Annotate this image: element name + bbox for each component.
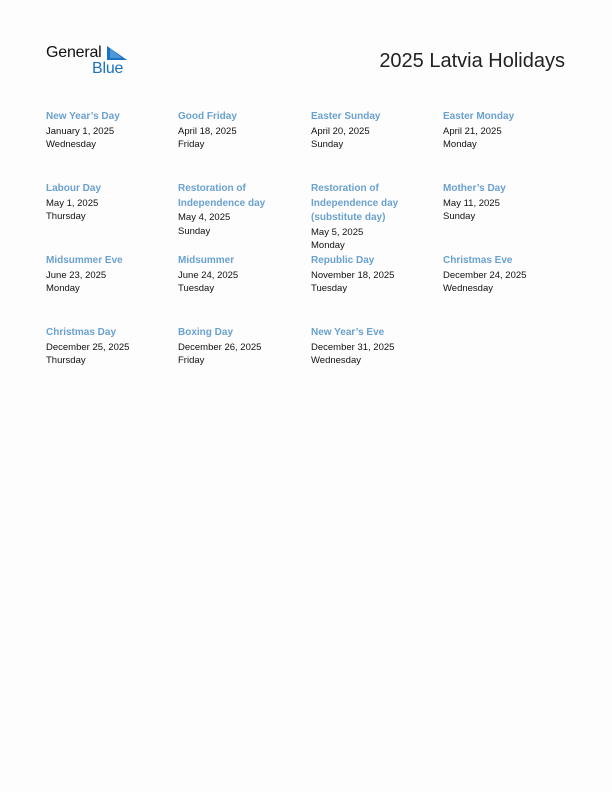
holiday-weekday: Sunday xyxy=(443,211,476,222)
holiday-entry xyxy=(311,326,439,368)
holiday-entry xyxy=(178,326,306,368)
holiday-name: Republic Day xyxy=(311,255,375,266)
holiday-name: Mother’s Day xyxy=(443,183,506,194)
holiday-name: Easter Sunday xyxy=(311,111,381,122)
holiday-weekday: Wednesday xyxy=(311,355,361,366)
triangle-flag-icon xyxy=(107,46,127,60)
holiday-entry xyxy=(443,182,571,224)
holiday-name: New Year’s Eve xyxy=(311,327,385,338)
holiday-row xyxy=(46,254,576,326)
holiday-date: June 24, 2025 xyxy=(178,269,239,281)
holiday-date: December 24, 2025 xyxy=(443,269,527,281)
holiday-name: New Year’s Day xyxy=(46,111,120,122)
holiday-weekday: Sunday xyxy=(311,139,344,150)
holiday-name: Boxing Day xyxy=(178,327,234,338)
holiday-entry xyxy=(46,110,174,152)
holiday-name: Easter Monday xyxy=(443,111,515,122)
holiday-name: Labour Day xyxy=(46,183,102,194)
holiday-entry xyxy=(46,254,174,296)
holiday-date: April 20, 2025 xyxy=(311,125,370,137)
holiday-date: April 18, 2025 xyxy=(178,125,237,137)
holiday-entry xyxy=(443,254,571,296)
holiday-name: Christmas Eve xyxy=(443,255,513,266)
holiday-date: December 25, 2025 xyxy=(46,341,130,353)
holiday-weekday: Friday xyxy=(178,355,205,366)
holiday-weekday: Tuesday xyxy=(311,283,348,294)
holiday-entry xyxy=(178,110,306,152)
holiday-entry xyxy=(46,182,174,224)
brand-word-blue: Blue xyxy=(92,60,124,77)
holiday-entry xyxy=(443,110,571,152)
brand-word-general: General xyxy=(46,44,102,61)
holiday-date: January 1, 2025 xyxy=(46,125,115,137)
holiday-entry xyxy=(46,326,174,368)
holiday-entry xyxy=(178,254,306,296)
holiday-row xyxy=(46,110,576,182)
holiday-weekday: Wednesday xyxy=(46,139,96,150)
holiday-row xyxy=(46,182,576,254)
holiday-row xyxy=(46,326,576,398)
holiday-name: Midsummer Eve xyxy=(46,255,123,266)
holiday-name: Midsummer xyxy=(178,255,235,266)
holiday-weekday: Friday xyxy=(178,139,205,150)
holiday-weekday: Wednesday xyxy=(443,283,493,294)
holiday-name: Good Friday xyxy=(178,111,237,122)
holiday-date: November 18, 2025 xyxy=(311,269,395,281)
holiday-entry xyxy=(311,254,439,296)
holiday-weekday: Tuesday xyxy=(178,283,215,294)
holiday-date: April 21, 2025 xyxy=(443,125,502,137)
holiday-date: December 26, 2025 xyxy=(178,341,262,353)
holiday-weekday: Monday xyxy=(443,139,477,150)
holiday-date: May 1, 2025 xyxy=(46,197,99,209)
holiday-name: Restoration of Independence day (substitute day) xyxy=(311,183,399,223)
holiday-date: May 11, 2025 xyxy=(443,197,500,209)
page-title: 2025 Latvia Holidays xyxy=(379,50,565,72)
holiday-name: Christmas Day xyxy=(46,327,117,338)
holiday-date: December 31, 2025 xyxy=(311,341,395,353)
holiday-weekday: Monday xyxy=(311,240,345,251)
holiday-weekday: Thursday xyxy=(46,211,86,222)
holiday-entry xyxy=(311,110,439,152)
holiday-entry xyxy=(178,182,306,238)
holiday-grid xyxy=(46,110,576,398)
holiday-weekday: Monday xyxy=(46,283,80,294)
holiday-name: Restoration of Independence day xyxy=(178,183,266,209)
holiday-entry xyxy=(311,182,439,253)
holiday-date: May 5, 2025 xyxy=(311,226,364,238)
holiday-weekday: Sunday xyxy=(178,225,211,237)
brand-logo xyxy=(46,44,136,80)
holiday-weekday: Thursday xyxy=(46,355,86,366)
holiday-date: May 4, 2025 xyxy=(178,212,231,223)
holiday-date: June 23, 2025 xyxy=(46,269,107,281)
